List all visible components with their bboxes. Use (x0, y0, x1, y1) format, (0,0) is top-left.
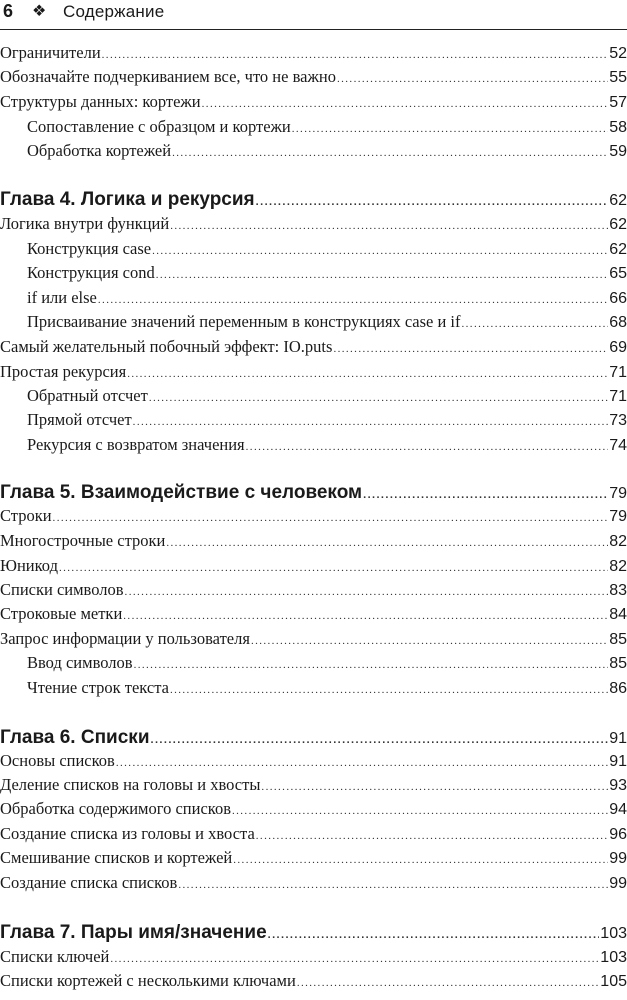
dot-leader (292, 118, 608, 140)
toc-subsection-entry (0, 434, 627, 456)
toc-entry-page-number: 83 (609, 582, 627, 599)
toc-subsection-entry (0, 262, 627, 284)
toc-entry-title: Глава 7. Пары имя/значение (0, 922, 267, 943)
toc-entry-title: Рекурсия с возвратом значения (27, 435, 245, 454)
toc-entry-title: Логика внутри функций (0, 214, 170, 233)
dot-leader (178, 874, 608, 896)
dot-leader (170, 215, 608, 237)
toc-entry-page-number: 65 (609, 265, 627, 282)
toc-entry-title: Списки ключей (0, 947, 110, 966)
dot-leader (251, 630, 608, 652)
toc-section-entry (0, 750, 627, 772)
toc-chapter-entry (0, 919, 627, 947)
toc-entry-page-number: 73 (609, 412, 627, 429)
toc-entry-page-number: 86 (609, 680, 627, 697)
toc-entry-title: Основы списков (0, 751, 115, 770)
toc-entry-title: Структуры данных: кортежи (0, 92, 201, 111)
toc-chapter-entry (0, 186, 627, 214)
toc-entry-page-number: 62 (609, 216, 627, 233)
toc-entry-title: Запрос информации у пользователя (0, 629, 250, 648)
toc-section-entry (0, 872, 627, 894)
dot-leader (116, 752, 608, 774)
toc-entry-page-number: 57 (609, 94, 627, 111)
toc-entry-title: Строки (0, 506, 52, 525)
toc-entry-page-number: 66 (609, 290, 627, 307)
toc-entry-title: Списки кортежей с несколькими ключами (0, 971, 296, 990)
toc-entry-page-number: 105 (600, 973, 627, 990)
toc-entry-page-number: 71 (609, 388, 627, 405)
dot-leader (166, 532, 608, 554)
toc-entry-title: Обработка кортежей (27, 141, 172, 160)
toc-entry-page-number: 79 (609, 485, 627, 502)
dot-leader (123, 605, 608, 627)
toc-entry-page-number: 58 (609, 119, 627, 136)
dot-leader (261, 776, 608, 798)
toc-entry-title: Конструкция case (27, 239, 152, 258)
toc-entry-title: Сопоставление с образцом и кортежи (27, 117, 291, 136)
toc-entry-title: Конструкция cond (27, 263, 155, 282)
toc-entry-page-number: 52 (609, 45, 627, 62)
toc-entry-title: Списки символов (0, 580, 124, 599)
toc-section-entry (0, 823, 627, 845)
toc-subsection-entry (0, 385, 627, 407)
dot-leader (462, 313, 609, 335)
toc-subsection-entry (0, 409, 627, 431)
dot-leader (256, 825, 608, 847)
toc-section-entry (0, 774, 627, 796)
toc-entry-page-number: 62 (609, 241, 627, 258)
toc-entry-title: Простая рекурсия (0, 362, 127, 381)
toc-section-entry (0, 213, 627, 235)
dot-leader (59, 557, 608, 579)
dot-leader (337, 68, 608, 90)
toc-entry-title: Юникод (0, 556, 58, 575)
running-head (0, 0, 627, 30)
dot-leader (127, 363, 608, 385)
toc-entry-title: Создание списка из головы и хвоста (0, 824, 255, 843)
toc-entry-title: Глава 5. Взаимодействие с человеком (0, 482, 363, 503)
toc-entry-title: Самый желательный побочный эффект: IO.puts (0, 337, 333, 356)
toc-subsection-entry (0, 140, 627, 162)
toc-section-entry (0, 847, 627, 869)
dot-leader (232, 800, 608, 822)
toc-entry-page-number: 74 (609, 437, 627, 454)
toc-entry-page-number: 59 (609, 143, 627, 160)
toc-entry-title: Ввод символов (27, 653, 133, 672)
toc-section-entry (0, 91, 627, 113)
toc-subsection-entry (0, 238, 627, 260)
toc-section-entry (0, 505, 627, 527)
toc-entry-page-number: 55 (609, 69, 627, 86)
toc-entry-title: Смешивание списков и кортежей (0, 848, 233, 867)
toc-entry-title: Обозначайте подчеркиванием все, что не важно (0, 67, 336, 86)
toc-entry-page-number: 62 (609, 192, 627, 209)
toc-entry-title: Деление списков на головы и хвосты (0, 775, 261, 794)
dot-leader (125, 581, 609, 603)
toc-entry-title: Создание списка списков (0, 873, 178, 892)
dot-leader (133, 411, 609, 433)
toc-subsection-entry (0, 652, 627, 674)
toc-section-entry (0, 798, 627, 820)
toc-entry-page-number: 84 (609, 606, 627, 623)
toc-entry-title: Обратный отсчет (27, 386, 148, 405)
toc-subsection-entry (0, 677, 627, 699)
dot-leader (170, 679, 608, 701)
running-head-page-number: 6 (3, 1, 14, 21)
toc-section-entry (0, 579, 627, 601)
toc-entry-page-number: 85 (609, 631, 627, 648)
toc-chapter-entry (0, 724, 627, 752)
dot-leader (152, 240, 608, 262)
toc-section-entry (0, 970, 627, 992)
toc-entry-page-number: 82 (609, 533, 627, 550)
toc-entry-title: Многострочные строки (0, 531, 166, 550)
toc-section-entry (0, 336, 627, 358)
toc-section-entry (0, 946, 627, 968)
dot-leader (333, 338, 608, 360)
dot-leader (297, 972, 599, 994)
dot-leader (256, 188, 609, 216)
toc-entry-page-number: 68 (609, 314, 627, 331)
toc-chapter-entry (0, 479, 627, 507)
toc-entry-page-number: 99 (609, 850, 627, 867)
dot-leader (202, 93, 609, 115)
toc-section-entry (0, 530, 627, 552)
toc-entry-page-number: 69 (609, 339, 627, 356)
toc-entry-title: Чтение строк текста (27, 678, 169, 697)
dot-leader (102, 44, 609, 66)
dot-leader (110, 948, 599, 970)
toc-section-entry (0, 628, 627, 650)
toc-subsection-entry (0, 287, 627, 309)
toc-subsection-entry (0, 311, 627, 333)
toc-entry-title: Прямой отсчет (27, 410, 132, 429)
toc-section-entry (0, 555, 627, 577)
running-head-title: Содержание (63, 2, 165, 21)
dot-leader (268, 921, 600, 949)
toc-section-entry (0, 66, 627, 88)
toc-entry-title: Присваивание значений переменным в конструкциях case и if (27, 312, 461, 331)
toc-entry-title: Глава 6. Списки (0, 727, 150, 748)
toc-entry-page-number: 96 (609, 826, 627, 843)
ornament-icon: ❖ (32, 3, 47, 20)
dot-leader (156, 264, 608, 286)
toc-section-entry (0, 603, 627, 625)
toc-entry-title: Строковые метки (0, 604, 123, 623)
toc-entry-page-number: 93 (609, 777, 627, 794)
toc-entry-page-number: 103 (600, 925, 627, 942)
dot-leader (134, 654, 609, 676)
toc-entry-page-number: 99 (609, 875, 627, 892)
toc-entry-title: Ограничители (0, 43, 101, 62)
toc-entry-page-number: 82 (609, 558, 627, 575)
dot-leader (233, 849, 608, 871)
toc-entry-page-number: 79 (609, 508, 627, 525)
toc-entry-page-number: 85 (609, 655, 627, 672)
toc-entry-title: Глава 4. Логика и рекурсия (0, 189, 255, 210)
dot-leader (246, 436, 609, 458)
toc-entry-page-number: 91 (609, 730, 627, 747)
dot-leader (149, 387, 608, 409)
toc-entry-page-number: 91 (609, 753, 627, 770)
dot-leader (98, 289, 608, 311)
toc-entry-title: Обработка содержимого списков (0, 799, 231, 818)
toc-entry-title: if или else (27, 288, 97, 307)
dot-leader (53, 507, 609, 529)
dot-leader (172, 142, 608, 164)
toc-section-entry (0, 361, 627, 383)
toc-subsection-entry (0, 116, 627, 138)
toc-entry-page-number: 94 (609, 801, 627, 818)
toc-entry-page-number: 71 (609, 364, 627, 381)
toc-entry-page-number: 103 (600, 949, 627, 966)
toc-section-entry (0, 42, 627, 64)
